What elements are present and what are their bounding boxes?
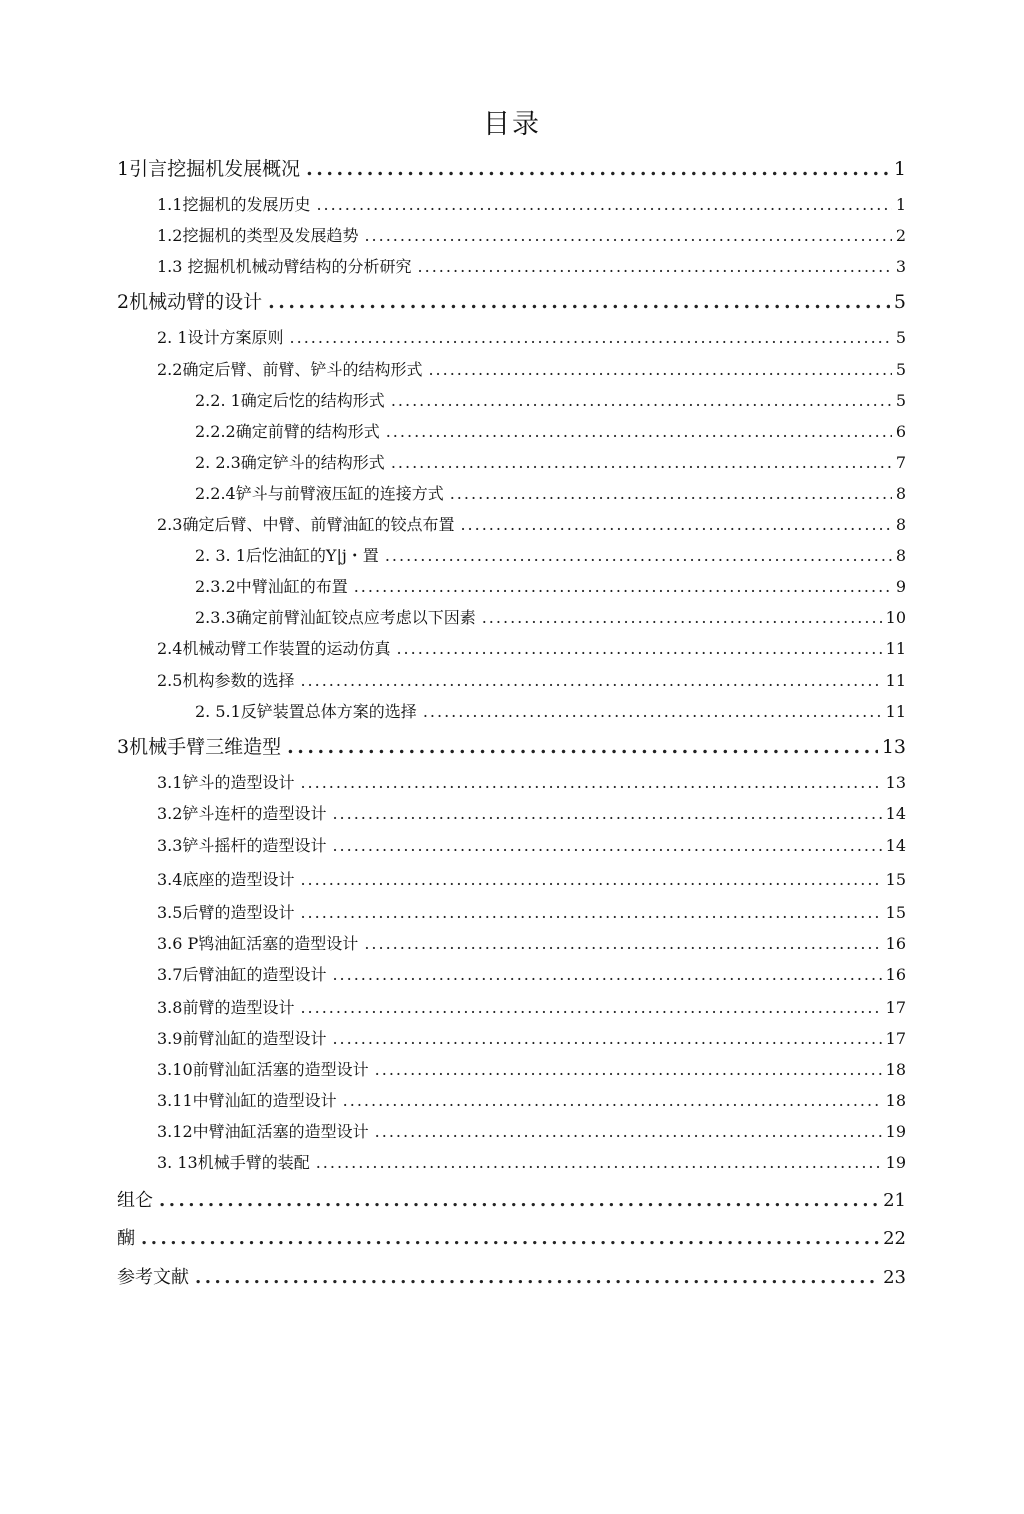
toc-entry[interactable] bbox=[117, 293, 906, 312]
dot-leader bbox=[316, 197, 891, 213]
toc-entry[interactable] bbox=[195, 393, 906, 409]
toc-entry-page: 17 bbox=[885, 1029, 906, 1048]
page-title: 目录 bbox=[483, 109, 541, 140]
dot-leader bbox=[300, 1000, 881, 1016]
toc-entry[interactable] bbox=[157, 905, 906, 921]
dot-leader bbox=[332, 967, 881, 983]
dot-leader bbox=[300, 872, 881, 888]
toc-entry-label: 1.1挖掘机的发展历史 bbox=[157, 195, 311, 214]
dot-leader bbox=[268, 293, 890, 312]
toc-entry-page: 7 bbox=[895, 453, 906, 472]
toc-entry-page: 8 bbox=[895, 484, 906, 503]
toc-entry-page: 18 bbox=[885, 1060, 906, 1079]
toc-entry[interactable] bbox=[157, 775, 906, 791]
toc-entry-label: 3.3铲斗摇杆的造型设计 bbox=[157, 836, 327, 855]
toc-entry-label: 3.7后臂油缸的造型设计 bbox=[157, 965, 327, 984]
toc-entry-label: 2. 3. 1后忔油缸的Y|j・置 bbox=[195, 546, 379, 565]
dot-leader bbox=[423, 704, 882, 720]
toc-entry[interactable] bbox=[195, 424, 906, 440]
toc-entry-label: 3.10前臂汕缸活塞的造型设计 bbox=[157, 1060, 369, 1079]
toc-entry-label: 2.2.2确定前臂的结构形式 bbox=[195, 422, 380, 441]
dot-leader bbox=[332, 838, 881, 854]
toc-entry-label: 3.4底座的造型设计 bbox=[157, 870, 295, 889]
dot-leader bbox=[332, 1031, 881, 1047]
toc-entry-page: 8 bbox=[895, 546, 906, 565]
toc-entry[interactable] bbox=[195, 610, 906, 626]
toc-entry[interactable] bbox=[117, 1269, 906, 1287]
toc-entry-label: 2.4机械动臂工作装置的运动仿真 bbox=[157, 639, 391, 658]
toc-entry[interactable] bbox=[157, 1000, 906, 1016]
dot-leader bbox=[141, 1230, 879, 1248]
toc-entry[interactable] bbox=[157, 1155, 906, 1171]
toc-entry-page: 8 bbox=[895, 515, 906, 534]
dot-leader bbox=[386, 424, 892, 440]
toc-entry-label: 3. 13机械手臂的装配 bbox=[157, 1153, 310, 1172]
toc-entry-page: 14 bbox=[885, 804, 906, 823]
toc-entry-page: 5 bbox=[895, 328, 906, 347]
dot-leader bbox=[364, 228, 891, 244]
toc-entry-page: 17 bbox=[885, 998, 906, 1017]
toc-entry-page: 16 bbox=[885, 965, 906, 984]
toc-entry-label: 3.5后臂的造型设计 bbox=[157, 903, 295, 922]
toc-entry[interactable] bbox=[157, 967, 906, 983]
toc-entry-label: 3.2铲斗连杆的造型设计 bbox=[157, 804, 327, 823]
toc-entry-page: 19 bbox=[885, 1153, 906, 1172]
toc-entry-label: 1引言挖掘机发展概况 bbox=[117, 158, 301, 180]
dot-leader bbox=[375, 1124, 882, 1140]
dot-leader bbox=[418, 259, 892, 275]
toc-entry-label: 参考文献 bbox=[117, 1267, 189, 1288]
dot-leader bbox=[195, 1269, 879, 1287]
toc-entry-label: 3.8前臂的造型设计 bbox=[157, 998, 295, 1017]
toc-entry-label: 2.3确定后臂、中臂、前臂油缸的铰点布置 bbox=[157, 515, 455, 534]
dot-leader bbox=[300, 775, 881, 791]
toc-entry-page: 23 bbox=[883, 1267, 906, 1288]
toc-entry[interactable] bbox=[157, 330, 906, 346]
toc-entry[interactable] bbox=[157, 936, 906, 952]
toc-entry-page: 22 bbox=[883, 1228, 906, 1249]
toc-entry[interactable] bbox=[195, 579, 906, 595]
dot-leader bbox=[375, 1062, 882, 1078]
dot-leader bbox=[332, 806, 881, 822]
dot-leader bbox=[300, 905, 881, 921]
toc-entry-label: 1.3 挖掘机机械动臂结构的分析研究 bbox=[157, 257, 412, 276]
toc-entry-page: 13 bbox=[885, 773, 906, 792]
toc-entry-label: 醐 bbox=[117, 1228, 135, 1249]
toc-entry[interactable] bbox=[157, 806, 906, 822]
dot-leader bbox=[391, 393, 892, 409]
toc-entry[interactable] bbox=[157, 197, 906, 213]
toc-entry[interactable] bbox=[157, 228, 906, 244]
toc-entry-page: 14 bbox=[885, 836, 906, 855]
toc-entry-label: 3.6 P鸨油缸活塞的造型设计 bbox=[157, 934, 359, 953]
toc-entry-label: 2.2.4铲斗与前臂液压缸的连接方式 bbox=[195, 484, 444, 503]
toc-entry-label: 2机械动臂的设计 bbox=[117, 291, 263, 313]
toc-entry[interactable] bbox=[195, 548, 906, 564]
dot-leader bbox=[159, 1192, 879, 1210]
toc-entry[interactable] bbox=[117, 1230, 906, 1248]
toc-entry-label: 3.11中臂汕缸的造型设计 bbox=[157, 1091, 337, 1110]
toc-entry[interactable] bbox=[157, 872, 906, 888]
toc-entry[interactable] bbox=[195, 486, 906, 502]
toc-entry[interactable] bbox=[157, 259, 906, 275]
toc-entry[interactable] bbox=[157, 838, 906, 854]
toc-entry[interactable] bbox=[157, 673, 906, 689]
toc-entry-label: 2.3.3确定前臂汕缸铰点应考虑以下因素 bbox=[195, 608, 476, 627]
dot-leader bbox=[354, 579, 892, 595]
toc-entry-page: 3 bbox=[895, 257, 906, 276]
toc-entry-page: 1 bbox=[895, 195, 906, 214]
dot-leader bbox=[300, 673, 881, 689]
toc-entry-page: 18 bbox=[885, 1091, 906, 1110]
dot-leader bbox=[316, 1155, 882, 1171]
dot-leader bbox=[385, 548, 892, 564]
toc-entry-page: 21 bbox=[883, 1190, 906, 1211]
dot-leader bbox=[428, 362, 891, 378]
toc-entry-page: 5 bbox=[895, 360, 906, 379]
toc-entry-page: 6 bbox=[895, 422, 906, 441]
dot-leader bbox=[287, 738, 878, 757]
toc-entry[interactable] bbox=[157, 362, 906, 378]
toc-entry-page: 15 bbox=[885, 870, 906, 889]
toc-entry[interactable] bbox=[157, 1031, 906, 1047]
toc-entry-page: 19 bbox=[885, 1122, 906, 1141]
toc-entry[interactable] bbox=[157, 1124, 906, 1140]
toc-entry-page: 10 bbox=[885, 608, 906, 627]
dot-leader bbox=[290, 330, 892, 346]
toc-entry-label: 2.2确定后臂、前臂、铲斗的结构形式 bbox=[157, 360, 423, 379]
toc-entry-page: 11 bbox=[885, 702, 906, 721]
toc-entry-page: 5 bbox=[895, 391, 906, 410]
dot-leader bbox=[343, 1093, 882, 1109]
toc-entry[interactable] bbox=[195, 704, 906, 720]
toc-entry-label: 2.5机构参数的选择 bbox=[157, 671, 295, 690]
dot-leader bbox=[364, 936, 881, 952]
toc-entry-label: 2.2. 1确定后忔的结构形式 bbox=[195, 391, 385, 410]
toc-entry-page: 1 bbox=[893, 158, 906, 180]
toc-entry[interactable] bbox=[117, 1192, 906, 1210]
toc-entry-label: 1.2挖掘机的类型及发展趋势 bbox=[157, 226, 359, 245]
toc-entry-label: 3.12中臂油缸活塞的造型设计 bbox=[157, 1122, 369, 1141]
toc-entry-page: 13 bbox=[881, 736, 906, 758]
toc-entry[interactable] bbox=[157, 1093, 906, 1109]
toc-entry-page: 9 bbox=[895, 577, 906, 596]
dot-leader bbox=[460, 517, 891, 533]
toc-entry-page: 11 bbox=[885, 671, 906, 690]
toc-entry-page: 11 bbox=[885, 639, 906, 658]
dot-leader bbox=[391, 455, 892, 471]
toc-entry[interactable] bbox=[157, 1062, 906, 1078]
toc-entry-label: 3.9前臂汕缸的造型设计 bbox=[157, 1029, 327, 1048]
dot-leader bbox=[450, 486, 892, 502]
toc-entry-label: 3机械手臂三维造型 bbox=[117, 736, 282, 758]
toc-entry[interactable] bbox=[117, 738, 906, 757]
toc-entry-label: 2. 1设计方案原则 bbox=[157, 328, 284, 347]
dot-leader bbox=[396, 641, 881, 657]
toc-entry-page: 15 bbox=[885, 903, 906, 922]
toc-entry-label: 3.1铲斗的造型设计 bbox=[157, 773, 295, 792]
toc-entry[interactable] bbox=[157, 641, 906, 657]
toc-entry-page: 2 bbox=[895, 226, 906, 245]
toc-entry-label: 2.3.2中臂汕缸的布置 bbox=[195, 577, 348, 596]
toc-entry-page: 16 bbox=[885, 934, 906, 953]
dot-leader bbox=[306, 160, 890, 179]
toc-entry-label: 组仑 bbox=[117, 1190, 153, 1211]
toc-entry-label: 2. 2.3确定铲斗的结构形式 bbox=[195, 453, 385, 472]
toc-entry[interactable] bbox=[195, 455, 906, 471]
toc-entry[interactable] bbox=[117, 160, 906, 179]
toc-entry-label: 2. 5.1反铲装置总体方案的选择 bbox=[195, 702, 417, 721]
dot-leader bbox=[482, 610, 882, 626]
toc-entry-page: 5 bbox=[893, 291, 906, 313]
toc-entry[interactable] bbox=[157, 517, 906, 533]
